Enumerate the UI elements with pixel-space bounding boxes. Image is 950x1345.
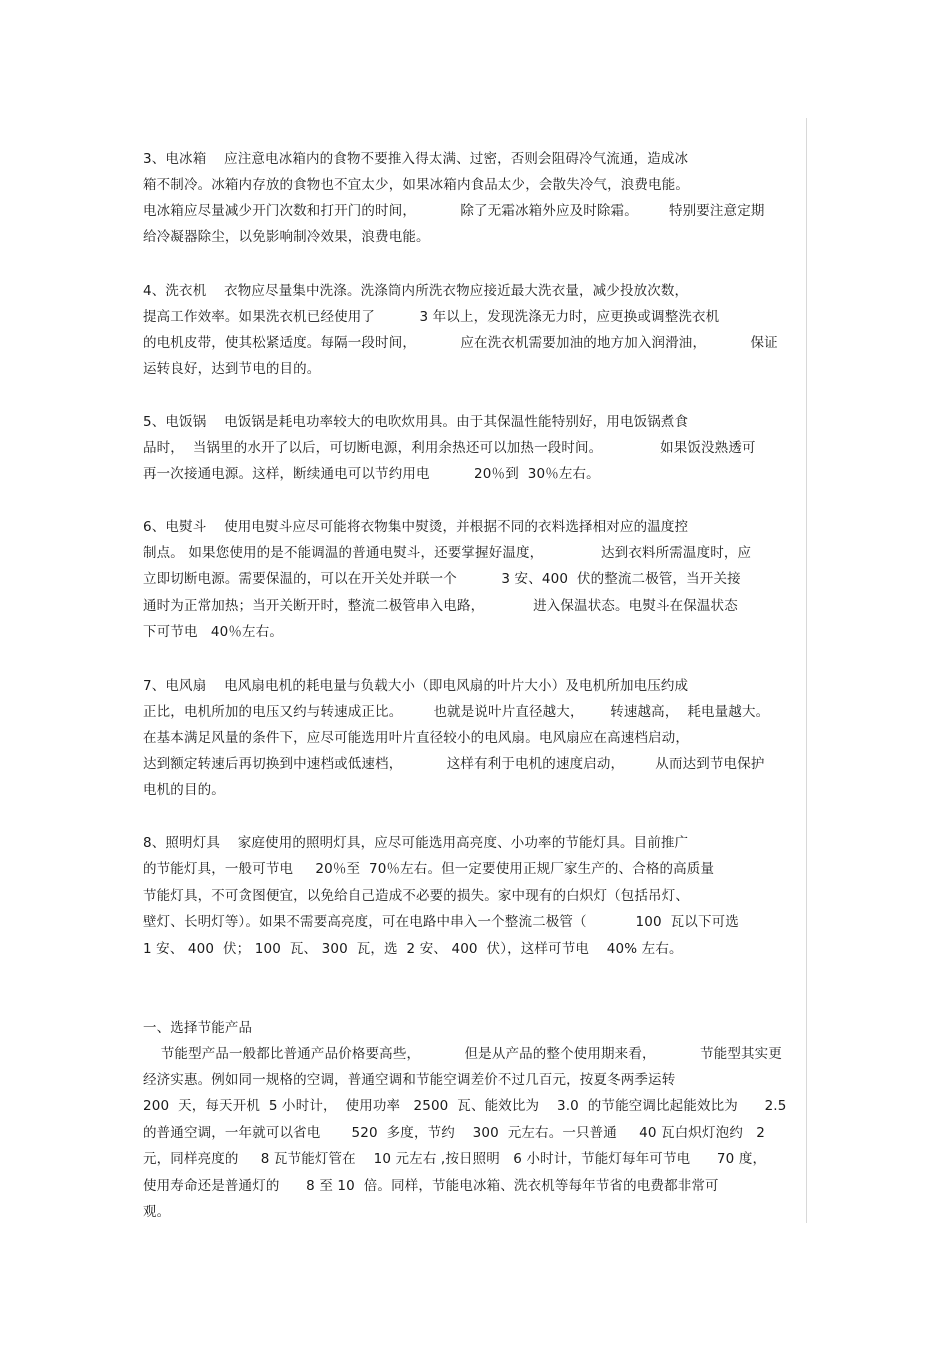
lighting-line-3: 节能灯具，不可贪图便宜，以免给自己造成不必要的损失。家中现有的白炽灯（包括吊灯、 <box>143 888 689 904</box>
fan-line-5: 电机的目的。 <box>143 782 225 798</box>
products-line-2: 经济实惠。例如同一规格的空调，普通空调和节能空调差价不过几百元，按夏冬两季运转 <box>143 1072 676 1088</box>
section-heading: 一、选择节能产品 <box>143 1020 253 1036</box>
rice-cooker-line-3: 再一次接通电源。这样，断续通电可以节约用电 20％到 30％左右。 <box>143 466 600 482</box>
iron-line-2: 制点。 如果您使用的是不能调温的普通电熨斗，还要掌握好温度， 达到衣料所需温度时，应 <box>143 545 752 561</box>
lighting-line-2: 的节能灯具，一般可节电 20％至 70％左右。但一定要使用正规厂家生产的、合格的高质量 <box>143 861 715 877</box>
washer-line-4: 运转良好，达到节电的目的。 <box>143 361 321 377</box>
iron-line-3: 立即切断电源。需要保温的，可以在开关处并联一个 3 安、400 伏的整流二极管，当开关接 <box>143 571 741 587</box>
fan-line-2: 正比，电机所加的电压又约与转速成正比。 也就是说叶片直径越大， 转速越高， 耗电量越大。 <box>143 704 770 720</box>
products-line-6: 使用寿命还是普通灯的 8 至 10 倍。同样，节能电冰箱、洗衣机等每年节省的电费都非常可 <box>143 1178 719 1194</box>
products-line-3: 200 天，每天开机 5 小时计， 使用功率 2500 瓦、能效比为 3.0 的节能空调比起能效比为 2.5 <box>143 1098 787 1114</box>
lighting-line-4: 壁灯、长明灯等）。如果不需要高亮度，可在电路中串入一个整流二极管（ 100 瓦以下可选 <box>143 914 739 930</box>
fan-line-3: 在基本满足风量的条件下，应尽可能选用叶片直径较小的电风扇。电风扇应在高速档启动， <box>143 730 689 746</box>
fan-line-4: 达到额定转速后再切换到中速档或低速档， 这样有利于电机的速度启动， 从而达到节电保护 <box>143 756 765 772</box>
products-line-5: 元，同样亮度的 8 瓦节能灯管在 10 元左右 ,按日照明 6 小时计，节能灯每年可节电 70 度， <box>143 1151 767 1167</box>
fridge-line-2: 箱不制冷。冰箱内存放的食物也不宜太少，如果冰箱内食品太少，会散失冷气，浪费电能。 <box>143 177 689 193</box>
products-line-7: 观。 <box>143 1204 171 1220</box>
fridge-line-1: 3、电冰箱 应注意电冰箱内的食物不要推入得太满、过密，否则会阻碍冷气流通，造成冰 <box>143 151 689 167</box>
lighting-line-5: 1 安、 400 伏； 100 瓦、 300 瓦，选 2 安、 400 伏），这样可节电 40% 左右。 <box>143 941 683 957</box>
iron-line-4: 通时为正常加热；当开关断开时，整流二极管串入电路， 进入保温状态。电熨斗在保温状态 <box>143 598 738 614</box>
washer-line-3: 的电机皮带，使其松紧适度。每隔一段时间， 应在洗衣机需要加油的地方加入润滑油， 保证 <box>143 335 778 351</box>
fridge-line-3: 电冰箱应尽量减少开门次数和打开门的时间， 除了无霜冰箱外应及时除霜。 特别要注意定期 <box>143 203 765 219</box>
lighting-line-1: 8、照明灯具 家庭使用的照明灯具，应尽可能选用高亮度、小功率的节能灯具。目前推广 <box>143 835 689 851</box>
page-margin-rule <box>806 118 807 1223</box>
washer-line-2: 提高工作效率。如果洗衣机已经使用了 3 年以上，发现洗涤无力时，应更换或调整洗衣机 <box>143 309 720 325</box>
products-line-4: 的普通空调，一年就可以省电 520 多度，节约 300 元左右。一只普通 40 瓦白炽灯泡约 2 <box>143 1125 766 1141</box>
fan-line-1: 7、电风扇 电风扇电机的耗电量与负载大小（即电风扇的叶片大小）及电机所加电压约成 <box>143 678 689 694</box>
fridge-line-4: 给冷凝器除尘，以免影响制冷效果，浪费电能。 <box>143 229 430 245</box>
rice-cooker-line-1: 5、电饭锅 电饭锅是耗电功率较大的电吹炊用具。由于其保温性能特别好，用电饭锅煮食 <box>143 414 689 430</box>
iron-line-5: 下可节电 40％左右。 <box>143 624 284 640</box>
rice-cooker-line-2: 品时， 当锅里的水开了以后，可切断电源，利用余热还可以加热一段时间。 如果饭没熟透可 <box>143 440 756 456</box>
iron-line-1: 6、电熨斗 使用电熨斗应尽可能将衣物集中熨烫，并根据不同的衣料选择相对应的温度控 <box>143 519 689 535</box>
products-line-1: 节能型产品一般都比普通产品价格要高些， 但是从产品的整个使用期来看， 节能型其实更 <box>143 1046 782 1062</box>
washer-line-1: 4、洗衣机 衣物应尽量集中洗涤。洗涤筒内所洗衣物应接近最大洗衣量，减少投放次数， <box>143 283 689 299</box>
